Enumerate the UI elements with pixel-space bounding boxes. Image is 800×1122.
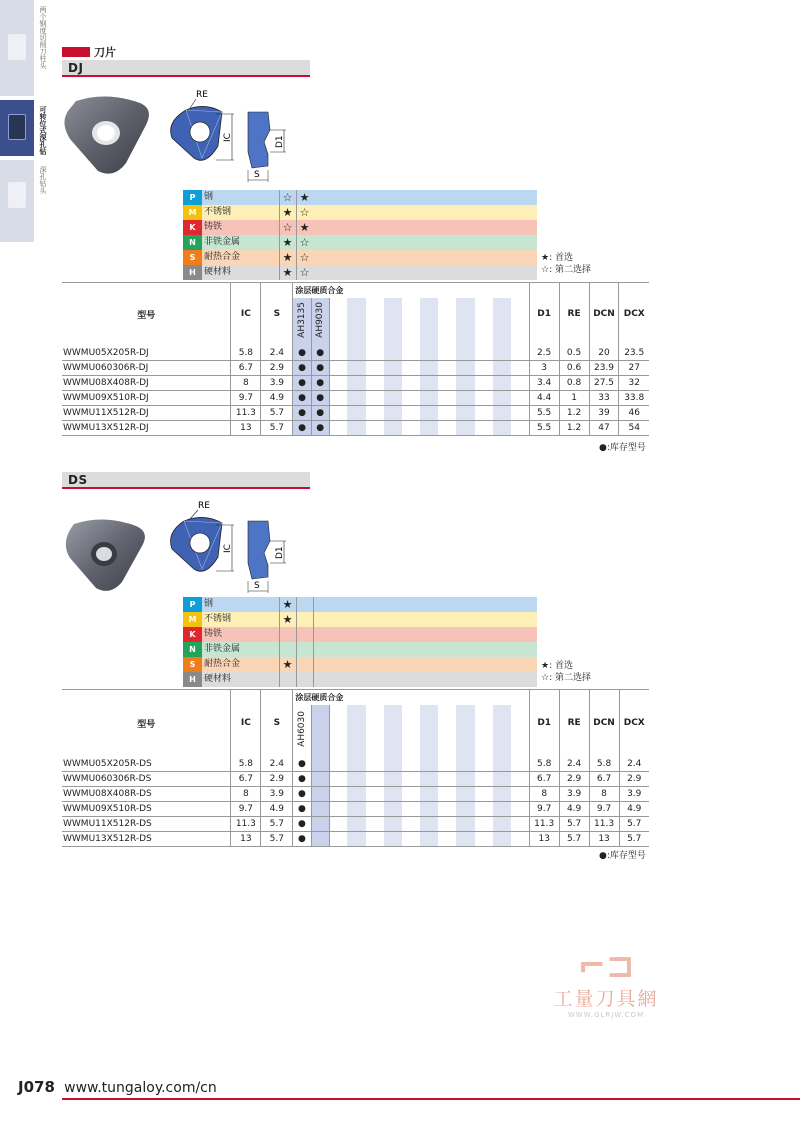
re-cell: 2.4 <box>559 757 589 772</box>
stock-dot: ● <box>311 406 329 421</box>
dcn-cell: 39 <box>589 406 619 421</box>
dcx-cell: 5.7 <box>619 832 649 847</box>
stock-dot: ● <box>293 346 311 361</box>
col-header-dcn: DCN <box>589 690 619 757</box>
dcn-cell: 23.9 <box>589 361 619 376</box>
col-header-dcx: DCX <box>619 283 649 346</box>
material-name: 钢 <box>204 192 214 202</box>
rating-cell <box>279 627 295 642</box>
material-badge: N <box>183 235 202 250</box>
rating-cell: ☆ <box>279 190 295 205</box>
stock-dot: ● <box>311 376 329 391</box>
material-row-h <box>183 672 537 687</box>
dcx-cell: 54 <box>619 421 649 436</box>
dcx-cell: 33.8 <box>619 391 649 406</box>
dcx-cell: 32 <box>619 376 649 391</box>
insert-diagram-ds <box>160 497 300 597</box>
col-header-grade-group: 涂层硬质合金 <box>293 690 348 705</box>
legend-ds <box>541 660 591 684</box>
material-row-n <box>183 642 537 657</box>
material-row-h <box>183 265 537 280</box>
material-badge: H <box>183 672 202 687</box>
col-header-model: 型号 <box>137 719 156 730</box>
rating-cell: ★ <box>296 220 312 235</box>
d1-cell: 13 <box>529 832 559 847</box>
legend-second: ☆: 第二选择 <box>541 265 591 275</box>
table-row[interactable] <box>62 802 649 817</box>
col-header-re: RE <box>559 283 589 346</box>
rating-cell <box>279 672 295 687</box>
re-cell: 5.7 <box>559 817 589 832</box>
stock-dot: ● <box>311 421 329 436</box>
re-cell: 0.6 <box>559 361 589 376</box>
stock-dot: ● <box>293 391 311 406</box>
ic-cell: 9.7 <box>231 391 261 406</box>
rating-cell: ★ <box>279 235 295 250</box>
rating-cell: ☆ <box>296 205 312 220</box>
material-badge: N <box>183 642 202 657</box>
col-header-dcx: DCX <box>619 690 649 757</box>
rating-cell: ☆ <box>296 250 312 265</box>
watermark <box>536 948 676 1019</box>
material-row-n <box>183 235 537 250</box>
re-cell: 1.2 <box>559 421 589 436</box>
dcx-cell: 2.4 <box>619 757 649 772</box>
footer-divider <box>62 1098 800 1100</box>
table-row[interactable] <box>62 787 649 802</box>
model-cell: WWMU060306R-DS <box>62 772 231 787</box>
rating-cell: ☆ <box>296 235 312 250</box>
material-badge: H <box>183 265 202 280</box>
spec-table-ds <box>62 689 649 847</box>
dcn-cell: 47 <box>589 421 619 436</box>
model-cell: WWMU05X205R-DJ <box>62 346 231 361</box>
ic-cell: 13 <box>231 421 261 436</box>
ic-cell: 5.8 <box>231 757 261 772</box>
col-header-s: S <box>261 690 293 757</box>
ic-cell: 5.8 <box>231 346 261 361</box>
material-row-k <box>183 220 537 235</box>
rating-cell: ★ <box>279 250 295 265</box>
dcn-cell: 20 <box>589 346 619 361</box>
model-cell: WWMU11X512R-DJ <box>62 406 231 421</box>
dcx-cell: 2.9 <box>619 772 649 787</box>
s-cell: 5.7 <box>261 421 293 436</box>
table-row[interactable] <box>62 817 649 832</box>
page-number: J078 <box>18 1078 55 1096</box>
material-name: 不锈钢 <box>204 207 232 217</box>
stock-dot: ● <box>293 376 311 391</box>
insert-photo-ds <box>62 516 148 596</box>
stock-dot: ● <box>293 832 311 847</box>
sidebar-tab-label: 两个钢度切削刀柱头 <box>39 6 47 69</box>
s-cell: 2.9 <box>261 361 293 376</box>
sidebar-tab-1[interactable] <box>0 0 48 96</box>
material-name: 钢 <box>204 599 214 609</box>
stock-dot: ● <box>293 772 311 787</box>
rating-cell: ★ <box>296 190 312 205</box>
d1-cell: 5.8 <box>529 757 559 772</box>
d1-cell: 11.3 <box>529 817 559 832</box>
ic-label: IC <box>223 544 233 553</box>
ic-cell: 11.3 <box>231 406 261 421</box>
model-cell: WWMU08X408R-DS <box>62 787 231 802</box>
model-cell: WWMU11X512R-DS <box>62 817 231 832</box>
s-cell: 3.9 <box>261 376 293 391</box>
dcx-cell: 5.7 <box>619 817 649 832</box>
d1-label: D1 <box>275 135 285 148</box>
ic-cell: 13 <box>231 832 261 847</box>
d1-cell: 5.5 <box>529 406 559 421</box>
rating-cell <box>279 642 295 657</box>
watermark-text: 工量刀具網 <box>553 988 659 1010</box>
s-cell: 3.9 <box>261 787 293 802</box>
col-header-d1: D1 <box>529 283 559 346</box>
drill-icon <box>8 114 26 140</box>
dcn-cell: 8 <box>589 787 619 802</box>
material-name: 耐热合金 <box>204 252 241 262</box>
rating-cell: ★ <box>279 265 295 280</box>
grade-header: AH9030 <box>315 302 326 338</box>
re-cell: 5.7 <box>559 832 589 847</box>
col-header-s: S <box>261 283 293 346</box>
dcx-cell: 27 <box>619 361 649 376</box>
material-row-m <box>183 205 537 220</box>
s-cell: 5.7 <box>261 817 293 832</box>
ic-cell: 6.7 <box>231 772 261 787</box>
re-cell: 0.8 <box>559 376 589 391</box>
s-cell: 2.4 <box>261 346 293 361</box>
section-title-dj: DJ <box>62 60 310 77</box>
col-header-ic: IC <box>231 690 261 757</box>
watermark-url: WWW.GLRJW.COM <box>567 1011 645 1019</box>
col-header-grade-group: 涂层硬质合金 <box>293 283 366 298</box>
table-row[interactable] <box>62 391 649 406</box>
grade-header: AH6030 <box>296 711 307 747</box>
table-row[interactable] <box>62 361 649 376</box>
ic-cell: 11.3 <box>231 817 261 832</box>
material-badge: K <box>183 220 202 235</box>
s-cell: 5.7 <box>261 832 293 847</box>
dcn-cell: 11.3 <box>589 817 619 832</box>
material-badge: M <box>183 612 202 627</box>
material-row-m <box>183 612 537 627</box>
table-row[interactable] <box>62 421 649 436</box>
s-cell: 2.4 <box>261 757 293 772</box>
table-row[interactable] <box>62 832 649 847</box>
re-cell: 3.9 <box>559 787 589 802</box>
re-label: RE <box>196 90 208 100</box>
dcx-cell: 3.9 <box>619 787 649 802</box>
model-cell: WWMU13X512R-DJ <box>62 421 231 436</box>
stock-dot: ● <box>311 346 329 361</box>
table-row[interactable] <box>62 406 649 421</box>
sidebar-tab-3[interactable] <box>0 160 48 242</box>
table-row[interactable] <box>62 346 649 361</box>
material-badge: K <box>183 627 202 642</box>
s-cell: 5.7 <box>261 406 293 421</box>
sidebar-tab-2[interactable] <box>0 100 48 156</box>
model-cell: WWMU09X510R-DJ <box>62 391 231 406</box>
material-name: 铸铁 <box>204 629 223 639</box>
d1-cell: 2.5 <box>529 346 559 361</box>
dcn-cell: 27.5 <box>589 376 619 391</box>
section-title-ds: DS <box>62 472 310 489</box>
grade-header: AH3135 <box>297 302 307 338</box>
stock-note-dj: ●:库存型号 <box>599 443 646 453</box>
table-row[interactable] <box>62 757 649 772</box>
stock-dot: ● <box>311 391 329 406</box>
ic-label: IC <box>223 133 233 142</box>
material-badge: S <box>183 250 202 265</box>
rating-cell: ☆ <box>296 265 312 280</box>
stock-dot: ● <box>293 421 311 436</box>
d1-cell: 5.5 <box>529 421 559 436</box>
dcn-cell: 5.8 <box>589 757 619 772</box>
material-badge: P <box>183 597 202 612</box>
s-cell: 2.9 <box>261 772 293 787</box>
model-cell: WWMU08X408R-DJ <box>62 376 231 391</box>
rating-cell: ★ <box>279 205 295 220</box>
stock-dot: ● <box>293 406 311 421</box>
watermark-logo-icon: ⌐⊐ <box>577 946 635 986</box>
page-title <box>62 44 116 60</box>
re-cell: 0.5 <box>559 346 589 361</box>
material-badge: P <box>183 190 202 205</box>
material-row-s <box>183 250 537 265</box>
stock-dot: ● <box>293 817 311 832</box>
re-cell: 1.2 <box>559 406 589 421</box>
dcx-cell: 46 <box>619 406 649 421</box>
rating-cell: ★ <box>279 597 295 612</box>
legend-second: ☆: 第二选择 <box>541 673 591 683</box>
legend-first: ★: 首选 <box>541 661 573 671</box>
ic-cell: 6.7 <box>231 361 261 376</box>
dcn-cell: 6.7 <box>589 772 619 787</box>
table-row[interactable] <box>62 376 649 391</box>
page-title-text: 刀片 <box>94 46 116 59</box>
model-cell: WWMU060306R-DJ <box>62 361 231 376</box>
stock-dot: ● <box>293 802 311 817</box>
s-label: S <box>254 170 260 180</box>
insert-diagram-dj <box>160 86 300 186</box>
material-name: 硬材料 <box>204 267 232 277</box>
sidebar-tab-label: 可转位式深孔钻 <box>39 106 47 155</box>
dcx-cell: 4.9 <box>619 802 649 817</box>
s-cell: 4.9 <box>261 391 293 406</box>
model-cell: WWMU13X512R-DS <box>62 832 231 847</box>
re-label: RE <box>198 501 210 511</box>
material-name: 铸铁 <box>204 222 223 232</box>
material-name: 耐热合金 <box>204 659 241 669</box>
d1-cell: 9.7 <box>529 802 559 817</box>
re-cell: 2.9 <box>559 772 589 787</box>
table-row[interactable] <box>62 772 649 787</box>
material-name: 不锈钢 <box>204 614 232 624</box>
d1-cell: 3.4 <box>529 376 559 391</box>
material-row-s <box>183 657 537 672</box>
sidebar-tab-label: 深孔钻头 <box>39 166 47 194</box>
re-cell: 4.9 <box>559 802 589 817</box>
page-footer <box>18 1078 217 1096</box>
rating-cell: ☆ <box>279 220 295 235</box>
material-row-p <box>183 190 537 205</box>
stock-dot: ● <box>293 757 311 772</box>
material-name: 非铁金属 <box>204 237 241 247</box>
d1-cell: 3 <box>529 361 559 376</box>
s-label: S <box>254 581 260 591</box>
ic-cell: 8 <box>231 376 261 391</box>
stock-dot: ● <box>311 361 329 376</box>
d1-cell: 6.7 <box>529 772 559 787</box>
dcn-cell: 13 <box>589 832 619 847</box>
stock-note-ds: ●:库存型号 <box>599 851 646 861</box>
dcn-cell: 33 <box>589 391 619 406</box>
s-cell: 4.9 <box>261 802 293 817</box>
stock-dot: ● <box>293 361 311 376</box>
tool-icon <box>8 34 26 60</box>
dcx-cell: 23.5 <box>619 346 649 361</box>
col-header-ic: IC <box>231 283 261 346</box>
material-badge: M <box>183 205 202 220</box>
d1-cell: 4.4 <box>529 391 559 406</box>
drill-icon <box>8 182 26 208</box>
col-header-d1: D1 <box>529 690 559 757</box>
re-cell: 1 <box>559 391 589 406</box>
accent-bar <box>62 47 90 57</box>
col-header-re: RE <box>559 690 589 757</box>
ic-cell: 9.7 <box>231 802 261 817</box>
material-name: 非铁金属 <box>204 644 241 654</box>
d1-label: D1 <box>275 546 285 559</box>
material-name: 硬材料 <box>204 674 232 684</box>
dcn-cell: 9.7 <box>589 802 619 817</box>
d1-cell: 8 <box>529 787 559 802</box>
legend-first: ★: 首选 <box>541 253 573 263</box>
stock-dot: ● <box>293 787 311 802</box>
model-cell: WWMU09X510R-DS <box>62 802 231 817</box>
rating-cell: ★ <box>279 657 295 672</box>
material-badge: S <box>183 657 202 672</box>
spec-table-dj <box>62 282 649 436</box>
ic-cell: 8 <box>231 787 261 802</box>
insert-photo-dj <box>62 95 152 177</box>
material-row-p <box>183 597 537 612</box>
model-cell: WWMU05X205R-DS <box>62 757 231 772</box>
footer-link[interactable]: www.tungaloy.com/cn <box>64 1080 217 1096</box>
col-header-model: 型号 <box>137 310 156 321</box>
material-row-k <box>183 627 537 642</box>
legend-dj <box>541 252 591 276</box>
col-header-dcn: DCN <box>589 283 619 346</box>
rating-cell: ★ <box>279 612 295 627</box>
